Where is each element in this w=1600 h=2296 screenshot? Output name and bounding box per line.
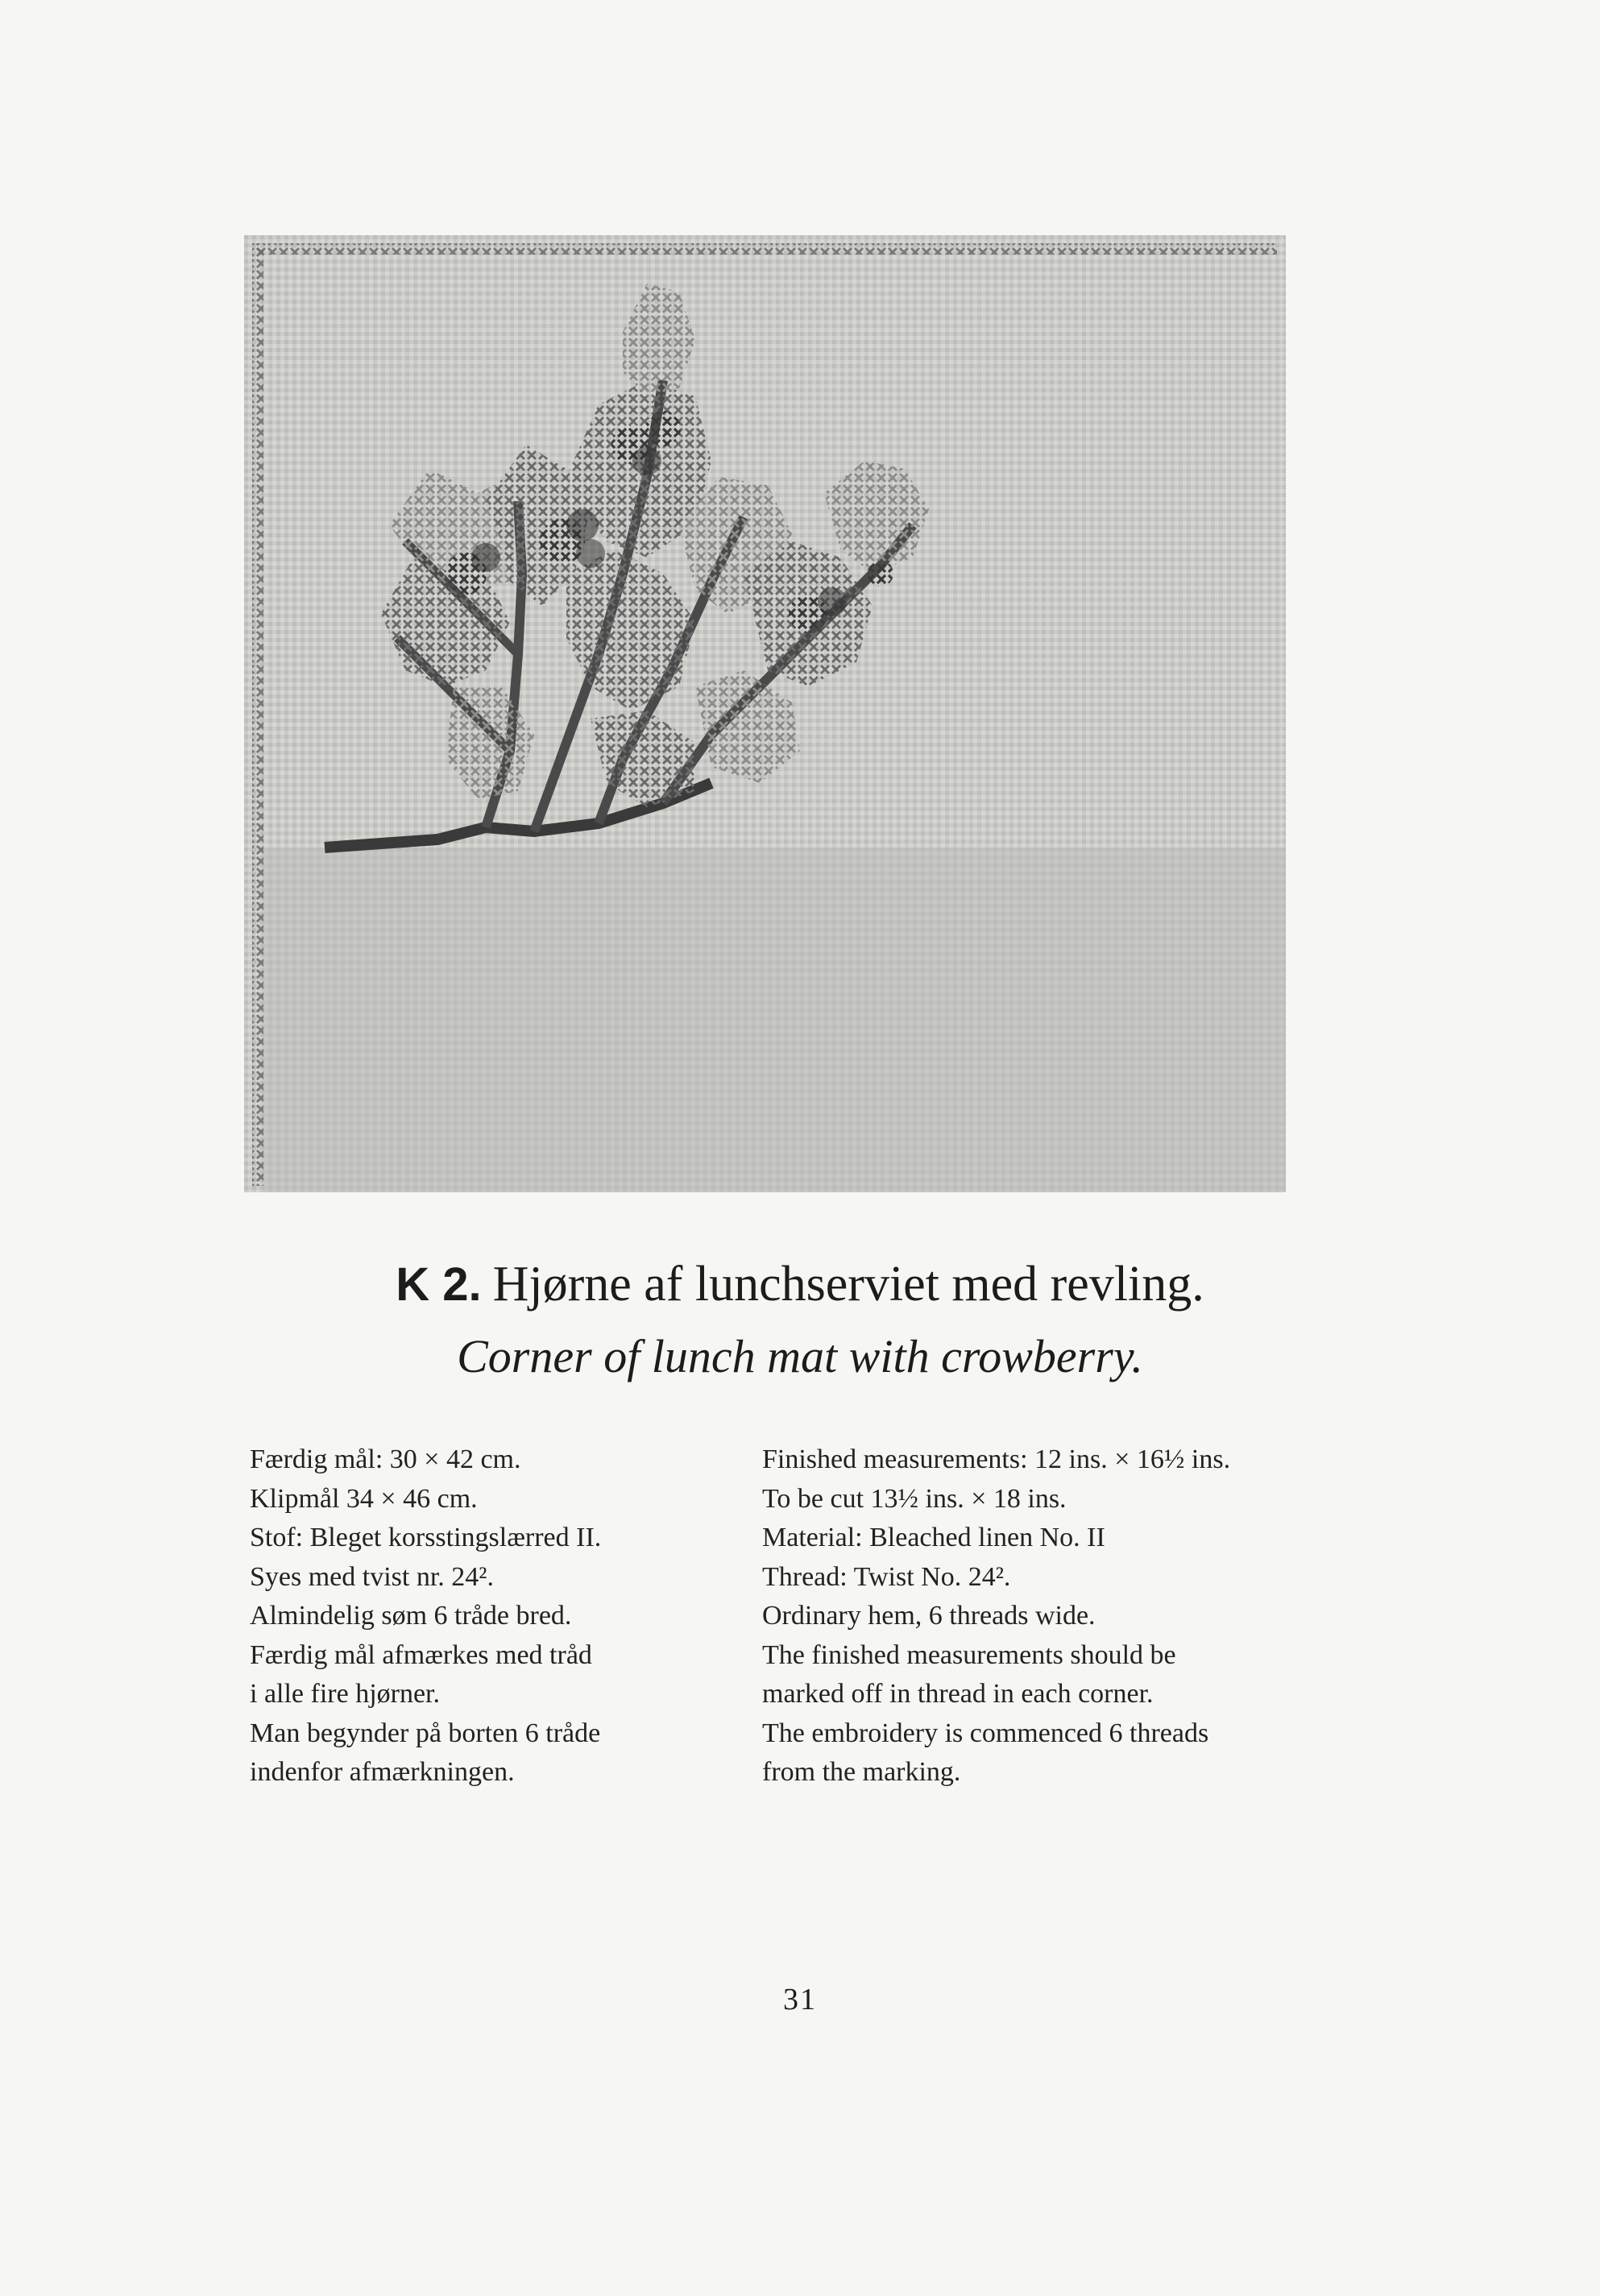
danish-instructions	[250, 1440, 717, 1792]
hem-border-left	[252, 243, 263, 1186]
hem-border-top	[254, 243, 1277, 255]
danish-instruction-line: Klipmål 34 × 46 cm.	[250, 1483, 478, 1514]
figure-code: K 2.	[396, 1258, 482, 1311]
caption-danish	[0, 1254, 1600, 1316]
danish-instruction-line: Færdig mål: 30 × 42 cm.	[250, 1444, 521, 1474]
danish-instruction-line: Man begynder på borten 6 tråde	[250, 1718, 601, 1748]
danish-instruction-line: Syes med tvist nr. 24².	[250, 1561, 494, 1592]
danish-instruction-line: Færdig mål afmærkes med tråd	[250, 1639, 592, 1670]
english-instruction-line: To be cut 13½ ins. × 18 ins.	[762, 1483, 1067, 1514]
english-instruction-line: Thread: Twist No. 24².	[762, 1561, 1011, 1592]
caption-english: Corner of lunch mat with crowberry.	[457, 1330, 1143, 1382]
page-number: 31	[783, 1983, 817, 2016]
english-instruction-line: The embroidery is commenced 6 threads	[762, 1718, 1209, 1748]
caption-danish-text: Hjørne af lunchserviet med revling.	[492, 1257, 1204, 1312]
berry	[645, 411, 681, 446]
english-instructions	[762, 1440, 1310, 1792]
english-instruction-line: The finished measurements should be	[762, 1639, 1176, 1670]
danish-instruction-line: Almindelig søm 6 tråde bred.	[250, 1601, 572, 1631]
berry	[868, 561, 893, 586]
embroidery-photo	[244, 235, 1286, 1192]
english-instruction-line: from the marking.	[762, 1757, 961, 1787]
danish-instruction-line: indenfor afmærkningen.	[250, 1757, 515, 1787]
english-instruction-line: marked off in thread in each corner.	[762, 1679, 1154, 1709]
danish-instruction-line: Stof: Bleget korsstingslærred II.	[250, 1523, 602, 1552]
english-instruction-line: Ordinary hem, 6 threads wide.	[762, 1601, 1096, 1631]
english-instruction-line: Material: Bleached linen No. II	[762, 1523, 1105, 1552]
english-instruction-line: Finished measurements: 12 ins. × 16½ ins.	[762, 1444, 1231, 1474]
crowberry-embroidery-illustration	[244, 235, 1286, 1192]
danish-instruction-line: i alle fire hjørner.	[250, 1679, 441, 1709]
